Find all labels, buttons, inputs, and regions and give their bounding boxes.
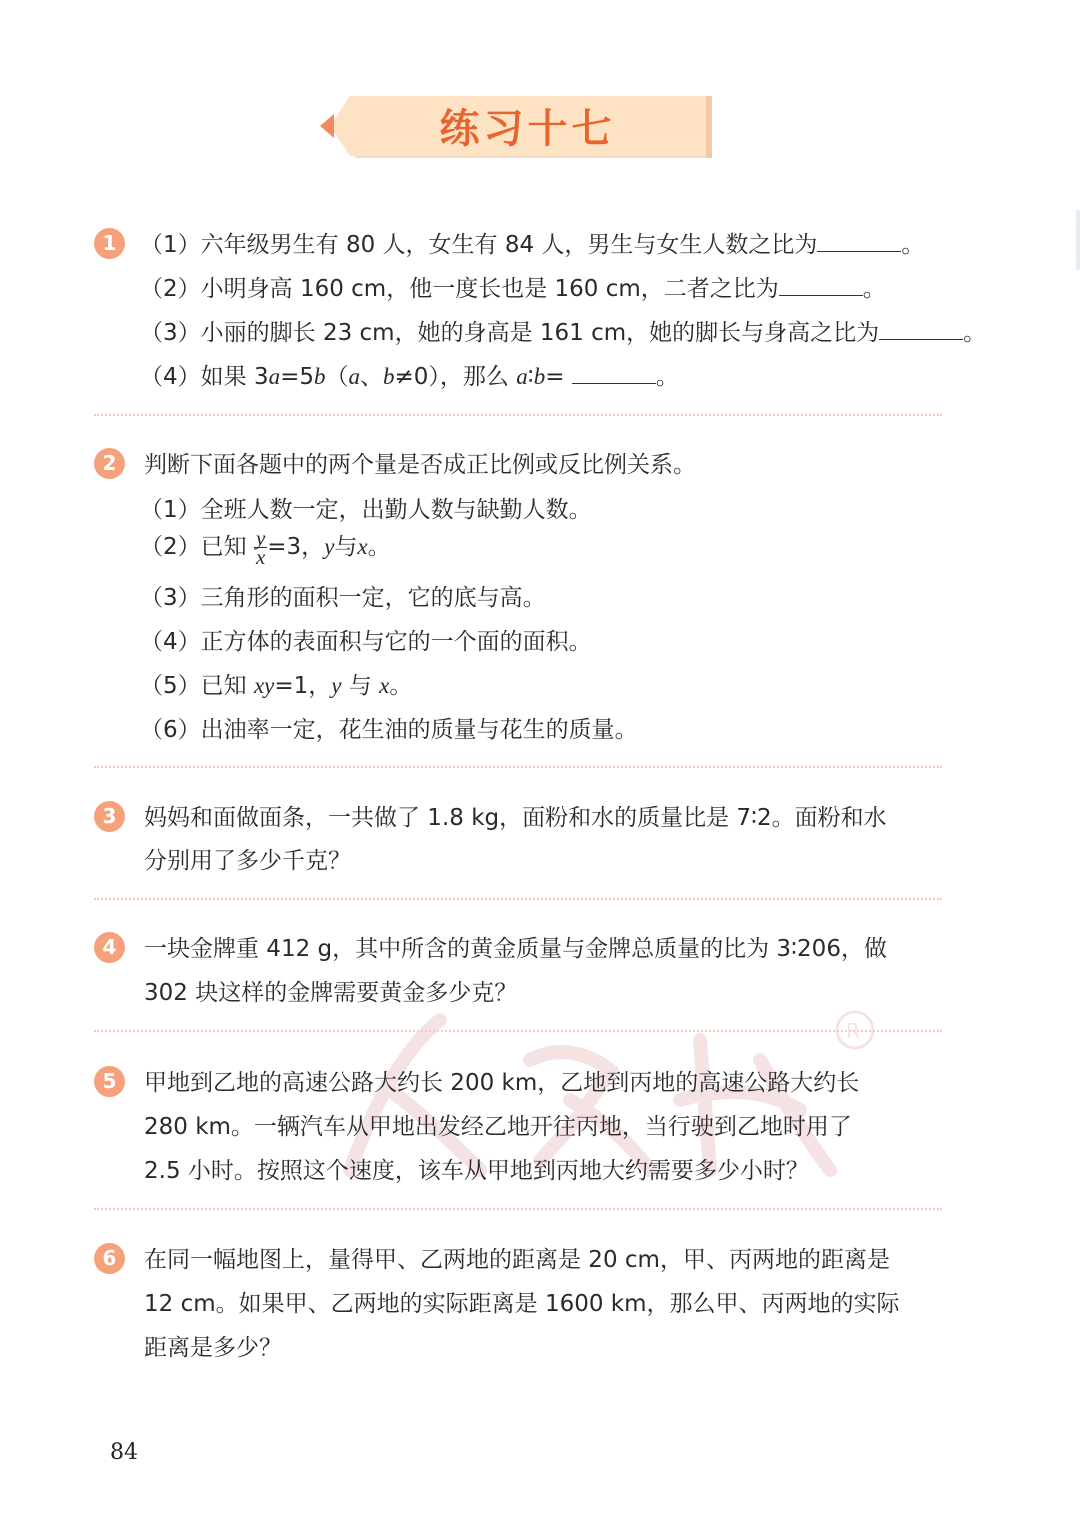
q3-line-2: 分别用了多少千克？ [144,848,351,874]
q3-line-1: 妈妈和面做面条，一共做了 1.8 kg，面粉和水的质量比是 7∶2。面粉和水 [144,805,887,831]
page-number: 84 [110,1440,138,1465]
answer-blank[interactable] [817,229,901,252]
q2-item-2: （2）已知 $\frac{y}{x}$ =3，y与x。 [140,526,391,569]
q6-line-3: 距离是多少？ [144,1335,282,1361]
q2-item-1: （1）全班人数一定，出勤人数与缺勤人数。 [140,497,592,523]
section-divider [94,766,942,768]
q1-item-3: （3）小丽的脚长 23 cm，她的身高是 161 cm，她的脚长与身高之比为 。 [140,314,986,347]
question-number-badge: 6 [94,1243,125,1274]
answer-blank[interactable] [879,317,963,340]
answer-blank[interactable] [779,273,863,296]
question-number-badge: 4 [94,932,125,963]
q1-item-4: （4）如果 3a=5b（a、b≠0），那么 a∶b= 。 [140,358,679,391]
q2-item-5: （5）已知 xy=1，y 与 x。 [140,673,413,699]
section-divider [94,414,942,416]
q6-line-2: 12 cm。如果甲、乙两地的实际距离是 1600 km，那么甲、丙两地的实际 [144,1291,900,1317]
page-title: 练习十七 [439,105,616,152]
section-divider [94,898,942,900]
q5-line-2: 280 km。一辆汽车从甲地出发经乙地开往丙地，当行驶到乙地时用了 [144,1114,852,1140]
question-number-badge: 3 [94,801,125,832]
section-divider [94,1030,942,1032]
svg-text:R: R [846,1019,860,1043]
q2-item-3: （3）三角形的面积一定，它的底与高。 [140,585,546,611]
page-edge-mark [1076,210,1080,270]
q4-line-1: 一块金牌重 412 g，其中所含的黄金质量与金牌总质量的比为 3∶206，做 [144,936,887,962]
q5-line-1: 甲地到乙地的高速公路大约长 200 km，乙地到丙地的高速公路大约长 [144,1070,860,1096]
section-divider [94,1208,942,1210]
q1-item-1: （1）六年级男生有 80 人，女生有 84 人，男生与女生人数之比为 。 [140,226,924,259]
q2-item-6: （6）出油率一定，花生油的质量与花生的质量。 [140,717,638,743]
q2-item-4: （4）正方体的表面积与它的一个面的面积。 [140,629,592,655]
question-number-badge: 2 [94,448,125,479]
q6-line-1: 在同一幅地图上，量得甲、乙两地的距离是 20 cm，甲、丙两地的距离是 [144,1247,890,1273]
fraction: $\frac{y}{x}$ [255,526,266,569]
question-number-badge: 1 [94,228,125,259]
title-banner [320,96,715,162]
q2-intro: 判断下面各题中的两个量是否成正比例或反比例关系。 [144,452,696,478]
q4-line-2: 302 块这样的金牌需要黄金多少克？ [144,980,518,1006]
answer-blank[interactable] [572,361,656,384]
q5-line-3: 2.5 小时。按照这个速度，该车从甲地到丙地大约需要多少小时？ [144,1158,809,1184]
question-number-badge: 5 [94,1066,125,1097]
q1-item-2: （2）小明身高 160 cm，他一度长也是 160 cm，二者之比为 。 [140,270,886,303]
